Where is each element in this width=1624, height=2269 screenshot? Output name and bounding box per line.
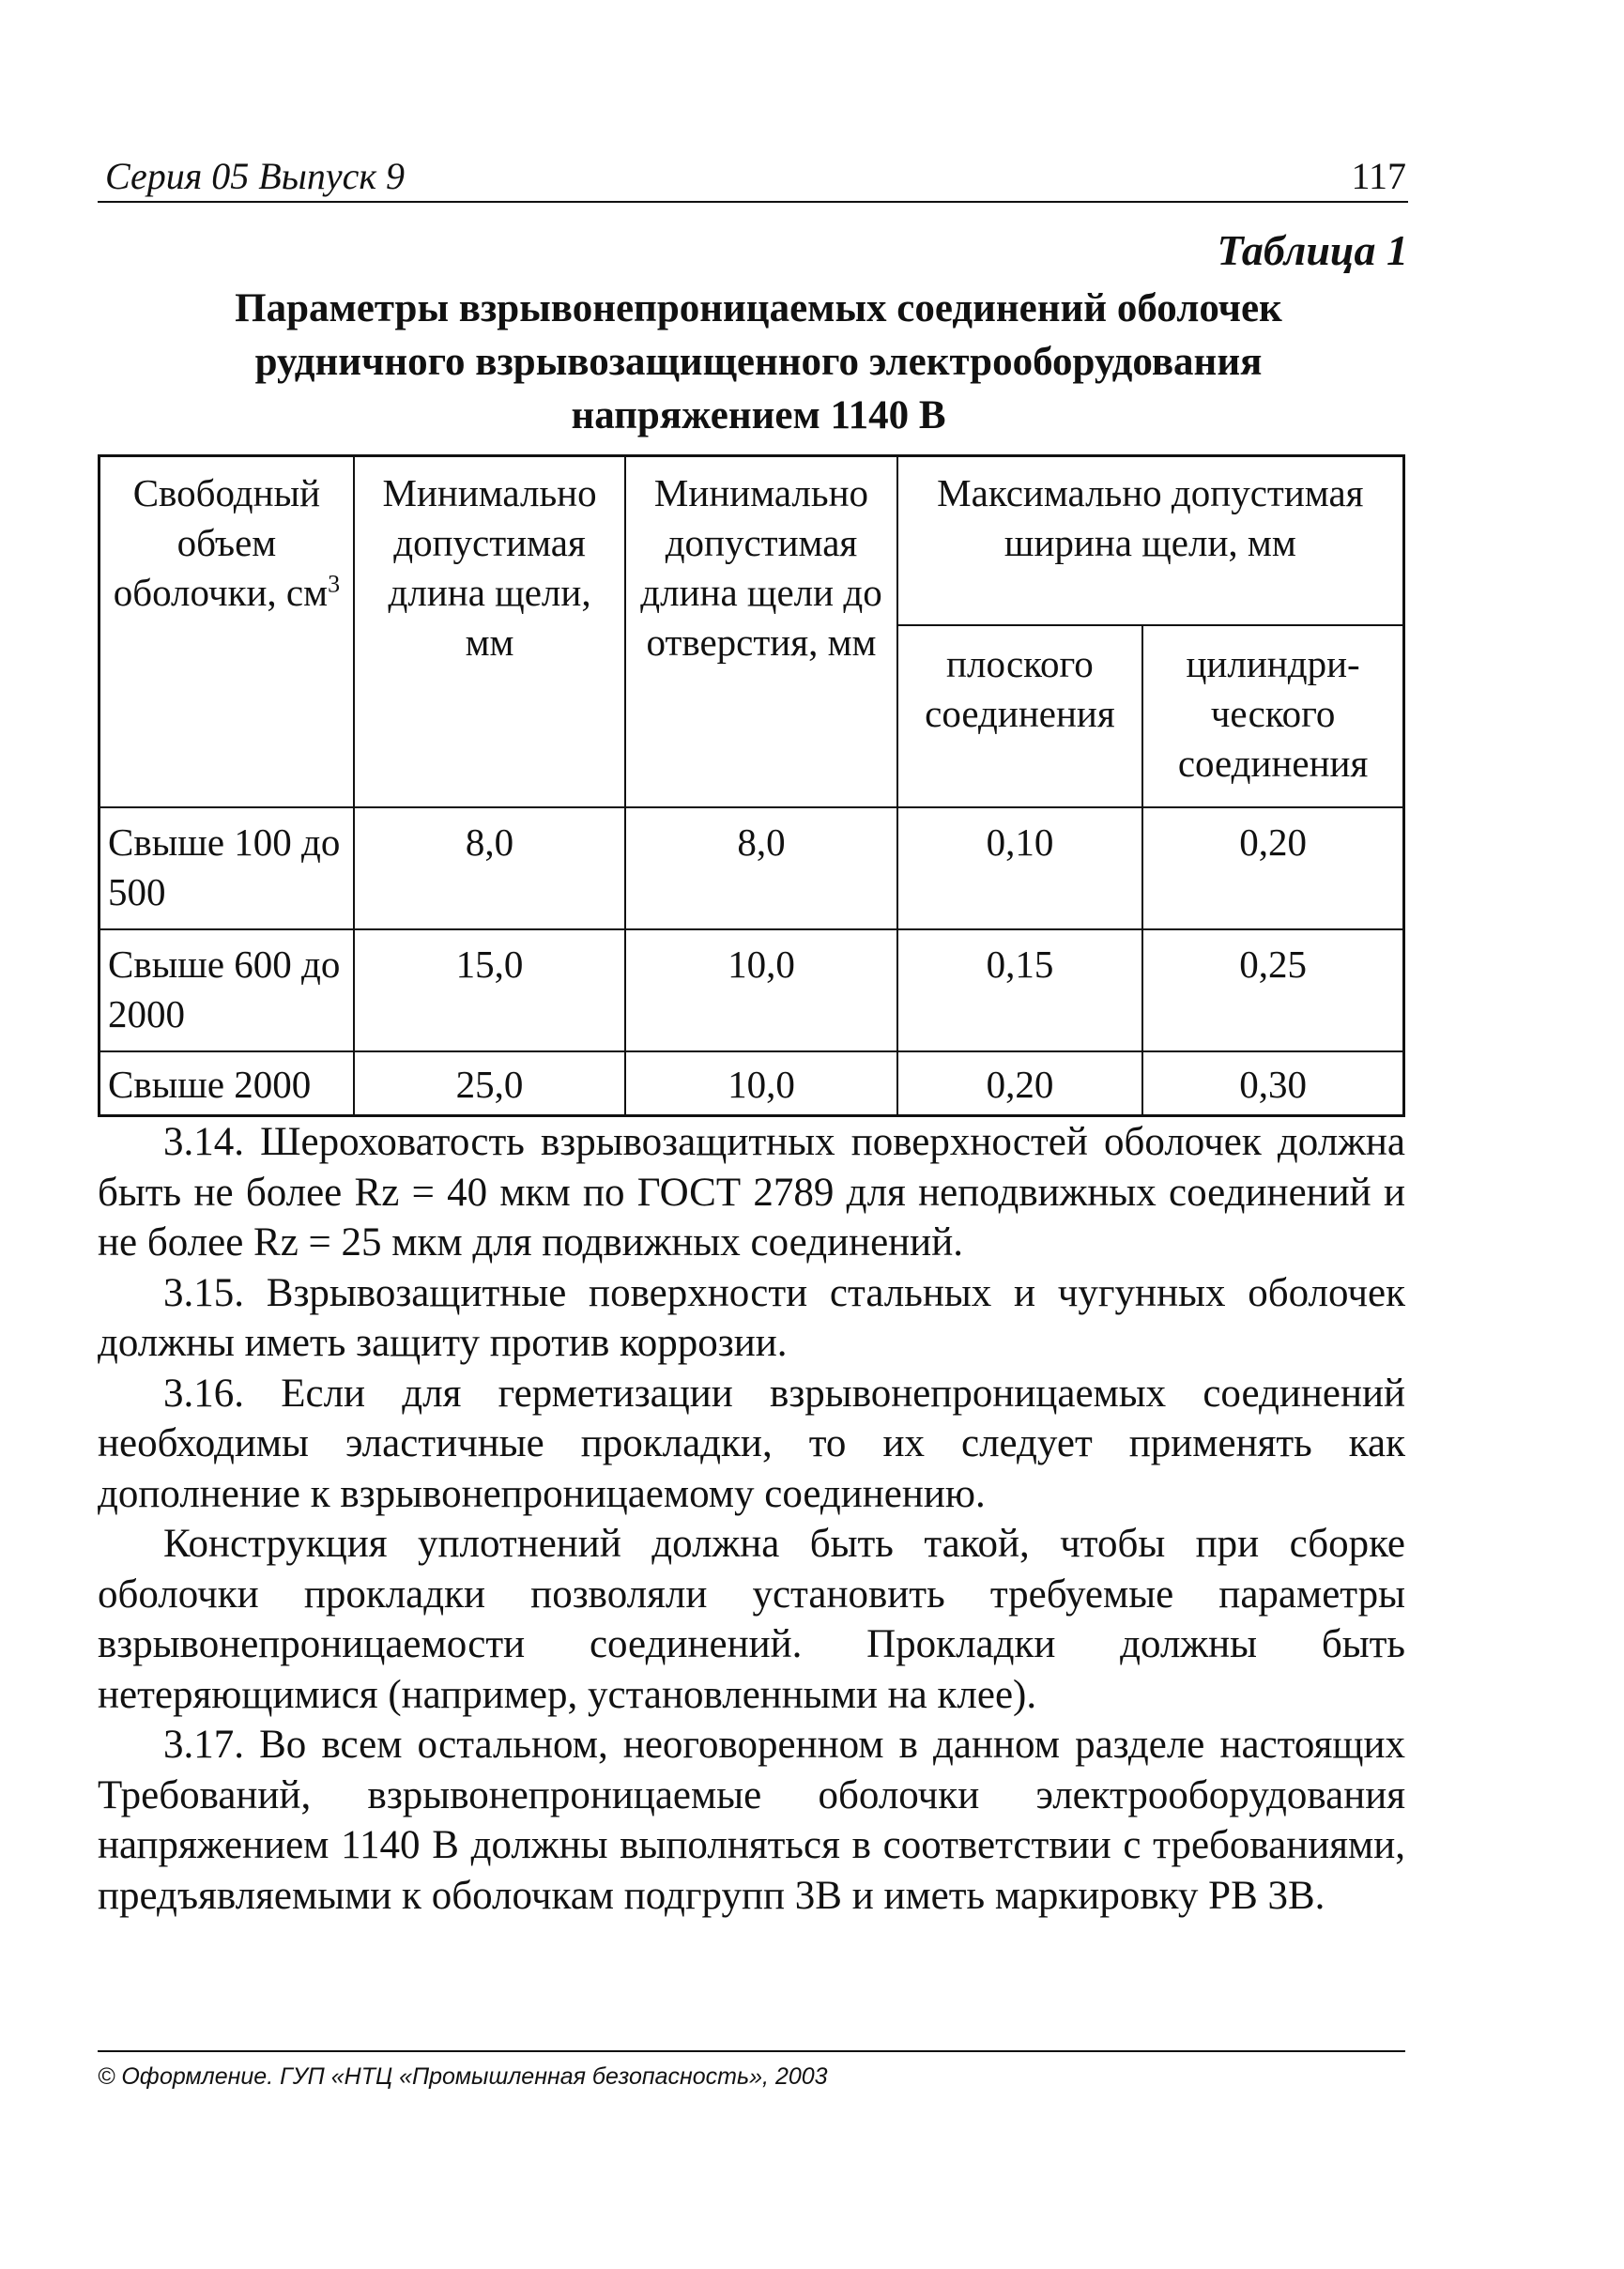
header-max-gap-width: Максимально допустимая ширина щели, мм (897, 456, 1404, 626)
cell-min-length-hole: 8,0 (625, 807, 896, 929)
table-title-line-2: рудничного взрывозащищенного электрооборудования (254, 340, 1263, 384)
table-number: Таблица 1 (1217, 226, 1408, 274)
copyright-note: © Оформление. ГУП «НТЦ «Промышленная безопасность», 2003 (98, 2063, 828, 2090)
header-min-gap-length: Минимально допустимая длина щели, мм (354, 456, 625, 808)
table-title-line-1: Параметры взрывонепроницаемых соединений оболочек (235, 286, 1282, 330)
header-flat-joint: плоского соединения (897, 625, 1142, 807)
table-title-line-3: напряжением 1140 В (571, 393, 946, 437)
cell-cyl-width: 0,30 (1142, 1051, 1403, 1116)
table-row (100, 929, 1404, 1051)
cell-min-length-hole: 10,0 (625, 1051, 896, 1116)
cell-min-length: 8,0 (354, 807, 625, 929)
header-free-volume: Свободный объем оболочки, $см^3$ (100, 456, 354, 808)
cell-volume: Свыше 600 до 2000 (100, 929, 354, 1051)
cell-volume: Свыше 100 до 500 (100, 807, 354, 929)
series-label: Серия 05 Выпуск 9 (105, 155, 406, 197)
cell-cyl-width: 0,25 (1142, 929, 1403, 1051)
table-row (100, 807, 1404, 929)
header-min-gap-length-to-hole: Минимально допустимая длина щели до отверстия, мм (625, 456, 896, 808)
body-text (98, 1117, 1405, 1921)
paragraph-3-17: 3.17. Во всем остальном, неоговоренном в данном разделе настоящих Требований, взрывонепроницаемые оболочки электрооборудования напряжением 1140 В должны выполняться в соответствии с требованиями, предъявляемыми к оболочкам подгрупп 3В и иметь маркировку РВ 3В. (98, 1723, 1405, 1918)
cell-flat-width: 0,20 (897, 1051, 1142, 1116)
header-cylindrical-joint: цилиндрического соединения (1142, 625, 1403, 807)
table-title (160, 282, 1357, 442)
header-rule (98, 201, 1408, 203)
running-header (98, 148, 1408, 205)
cell-min-length: 15,0 (354, 929, 625, 1051)
paragraph-3-15: 3.15. Взрывозащитные поверхности стальных и чугунных оболочек должны иметь защиту против коррозии. (98, 1270, 1405, 1365)
cell-flat-width: 0,10 (897, 807, 1142, 929)
cell-min-length-hole: 10,0 (625, 929, 896, 1051)
page-number: 117 (1351, 155, 1406, 197)
cell-cyl-width: 0,20 (1142, 807, 1403, 929)
cell-flat-width: 0,15 (897, 929, 1142, 1051)
table-row (100, 1051, 1404, 1116)
footer-rule (98, 2050, 1405, 2052)
parameters-table (98, 454, 1405, 1117)
cell-min-length: 25,0 (354, 1051, 625, 1116)
paragraph-3-16-continued: Конструкция уплотнений должна быть такой, чтобы при сборке оболочки прокладки позволяли установить требуемые параметры взрывонепроницаемости соединений. Прокладки должны быть нетеряющимися (например, установленными на клее). (98, 1522, 1405, 1717)
paragraph-3-14: 3.14. Шероховатость взрывозащитных поверхностей оболочек должна быть не более Rz = 40 мкм по ГОСТ 2789 для неподвижных соединений и не более Rz = 25 мкм для подвижных соединений. (98, 1120, 1405, 1265)
paragraph-3-16: 3.16. Если для герметизации взрывонепроницаемых соединений необходимы эластичные прокладки, то их следует применять как дополнение к взрывонепроницаемому соединению. (98, 1371, 1405, 1516)
cell-volume: Свыше 2000 (100, 1051, 354, 1116)
